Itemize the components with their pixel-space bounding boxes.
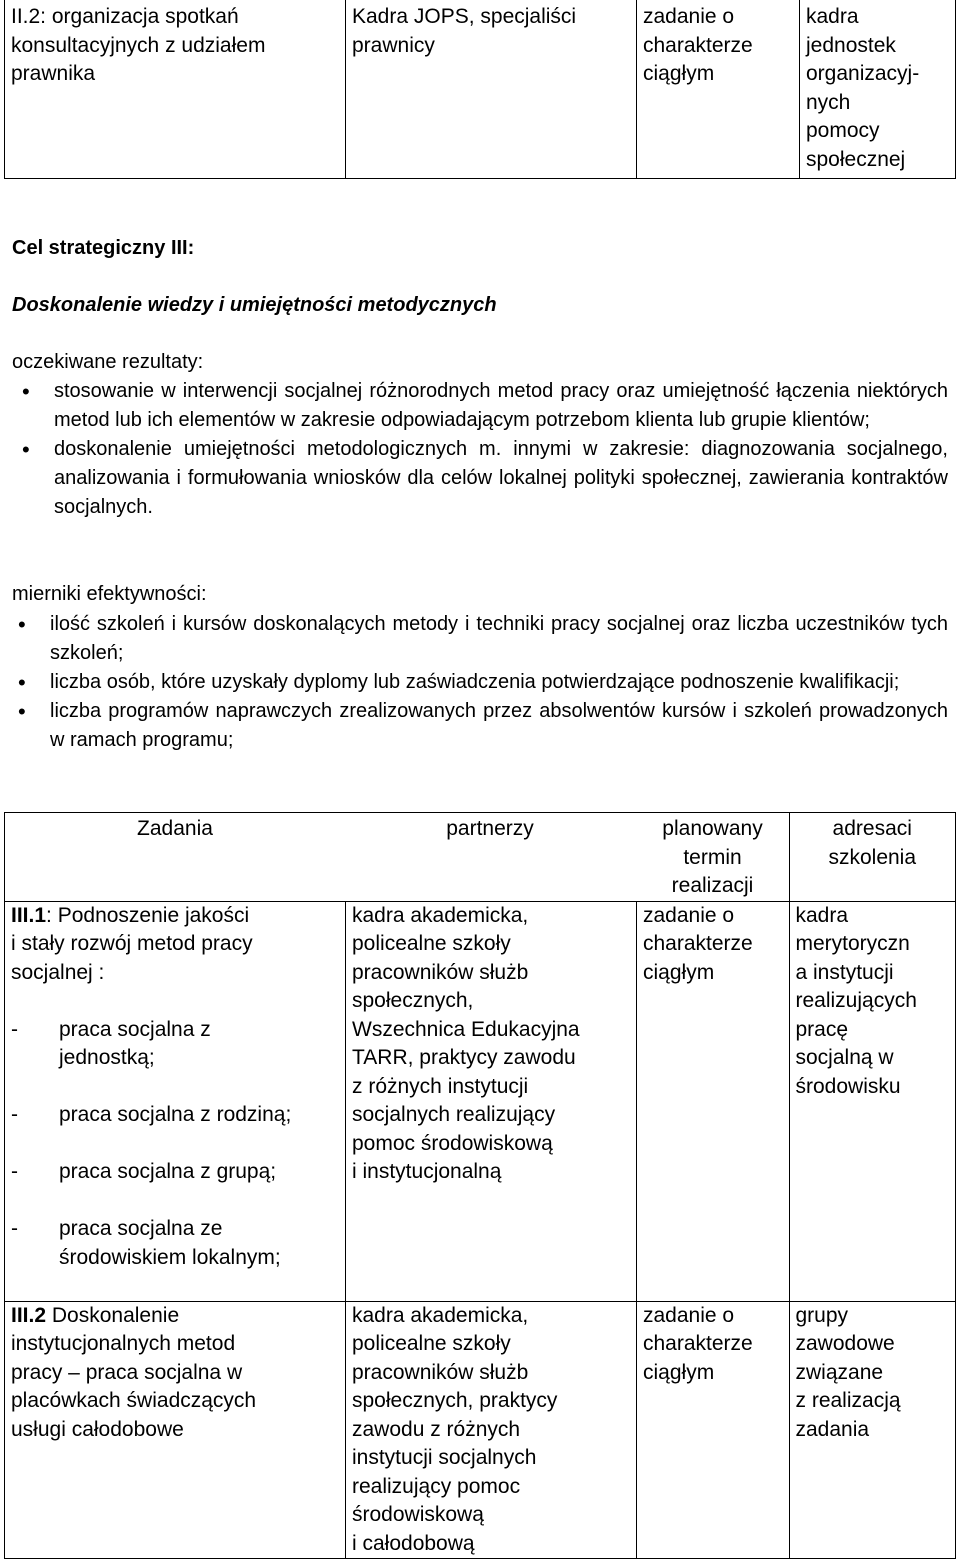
table-row [5,1301,956,1559]
row2-task-cell [5,1301,346,1559]
row1-subitems [11,987,339,1301]
top-recipients-text: kadra jednostek organizacyj- nych pomocy społecznej [806,5,920,171]
row2-partners: kadra akademicka, policealne szkoły pracowników służb społecznych, praktycy zawodu z różnych instytucji socjalnych realizujący pomoc środowiskową i całodobową [352,1303,558,1555]
row1-task-cell [5,901,346,1301]
table-row [5,901,956,1301]
top-table [4,0,956,179]
top-recipients-cell [800,0,956,179]
header-partners: partnerzy [446,817,534,840]
list-item: - praca socjalna z jednostką; [11,1016,339,1073]
header-tasks: Zadania [137,817,213,840]
expected-list [12,377,948,522]
row2-recipients: grupy zawodowe związane z realizacją zadania [795,1303,901,1441]
header-tasks-partners [5,813,637,902]
header-recipients: adresaci szkolenia [828,817,917,869]
list-item: - praca socjalna z grupą; [11,1158,339,1187]
tasks-table-header [5,813,956,902]
expected-item: • doskonalenie umiejętności metodologicznych m. innymi w zakresie: diagnozowania socjalnego, analizowania i formułowania wniosków dla celów lokalnej polityki społecznej, zawierania kontraktów socjalnych. [12,435,948,522]
measures-item: • ilość szkoleń i kursów doskonalących metody i techniki pracy socjalnej oraz liczba uczestników tych szkoleń; [8,610,948,668]
header-recipients-cell [789,813,956,902]
header-term-cell [637,813,790,902]
row1-term-cell [637,901,790,1301]
row1-code: III.1 [11,903,47,927]
row2-recipients-cell [789,1301,956,1559]
measures-item: • liczba osób, które uzyskały dyplomy lub zaświadczenia potwierdzające podnoszenie kwalifikacji; [8,668,948,697]
measures-label: mierniki efektywności: [12,583,207,605]
top-task-text: II.2: organizacja spotkań konsultacyjnych z udziałem prawnika [11,5,266,85]
measures-list [8,610,948,755]
row1-partners-cell [346,901,637,1301]
row2-code: III.2 [11,1303,47,1327]
header-term: planowany termin realizacji [662,817,763,897]
row2-term-cell [637,1301,790,1559]
goal-subtitle: Doskonalenie wiedzy i umiejętności metodycznych [12,294,497,316]
list-item: - praca socjalna z rodziną; [11,1101,339,1130]
row1-recipients-cell [789,901,956,1301]
top-term-text: zadanie o charakterze ciągłym [643,5,753,85]
tasks-table [4,812,956,1559]
top-partners-text: Kadra JOPS, specjaliści prawnicy [352,5,577,57]
measures-item: • liczba programów naprawczych zrealizowanych przez absolwentów kursów i szkoleń prowadzonych w ramach programu; [8,697,948,755]
row1-recipients: kadra merytoryczn a instytucji realizujących pracę socjalną w środowisku [795,903,917,1098]
goal-title: Cel strategiczny III: [12,237,195,259]
top-task-cell [5,0,346,179]
top-partners-cell [346,0,637,179]
row2-title: Doskonalenie instytucjonalnych metod pracy – praca socjalna w placówkach świadczących usługi całodobowe [11,1303,257,1441]
expected-label: oczekiwane rezultaty: [12,351,204,373]
row1-term: zadanie o charakterze ciągłym [643,903,753,984]
row2-partners-cell [346,1301,637,1559]
row1-title: : Podnoszenie jakości i stały rozwój metod pracy socjalnej : [11,903,253,984]
expected-item: • stosowanie w interwencji socjalnej różnorodnych metod pracy oraz umiejętność łączenia niektórych metod lub ich elementów w zakresie odpowiadającym potrzebom klienta lub grupie klientów; [12,377,948,435]
row1-partners: kadra akademicka, policealne szkoły pracowników służb społecznych, Wszechnica Edukacyjna TARR, praktycy zawodu z różnych instytucji socjalnych realizujący pomoc środowiskową i instytucjonalną [352,903,580,1183]
top-term-cell [637,0,800,179]
row2-term: zadanie o charakterze ciągłym [643,1303,753,1384]
list-item: - praca socjalna ze środowiskiem lokalnym; [11,1215,339,1272]
